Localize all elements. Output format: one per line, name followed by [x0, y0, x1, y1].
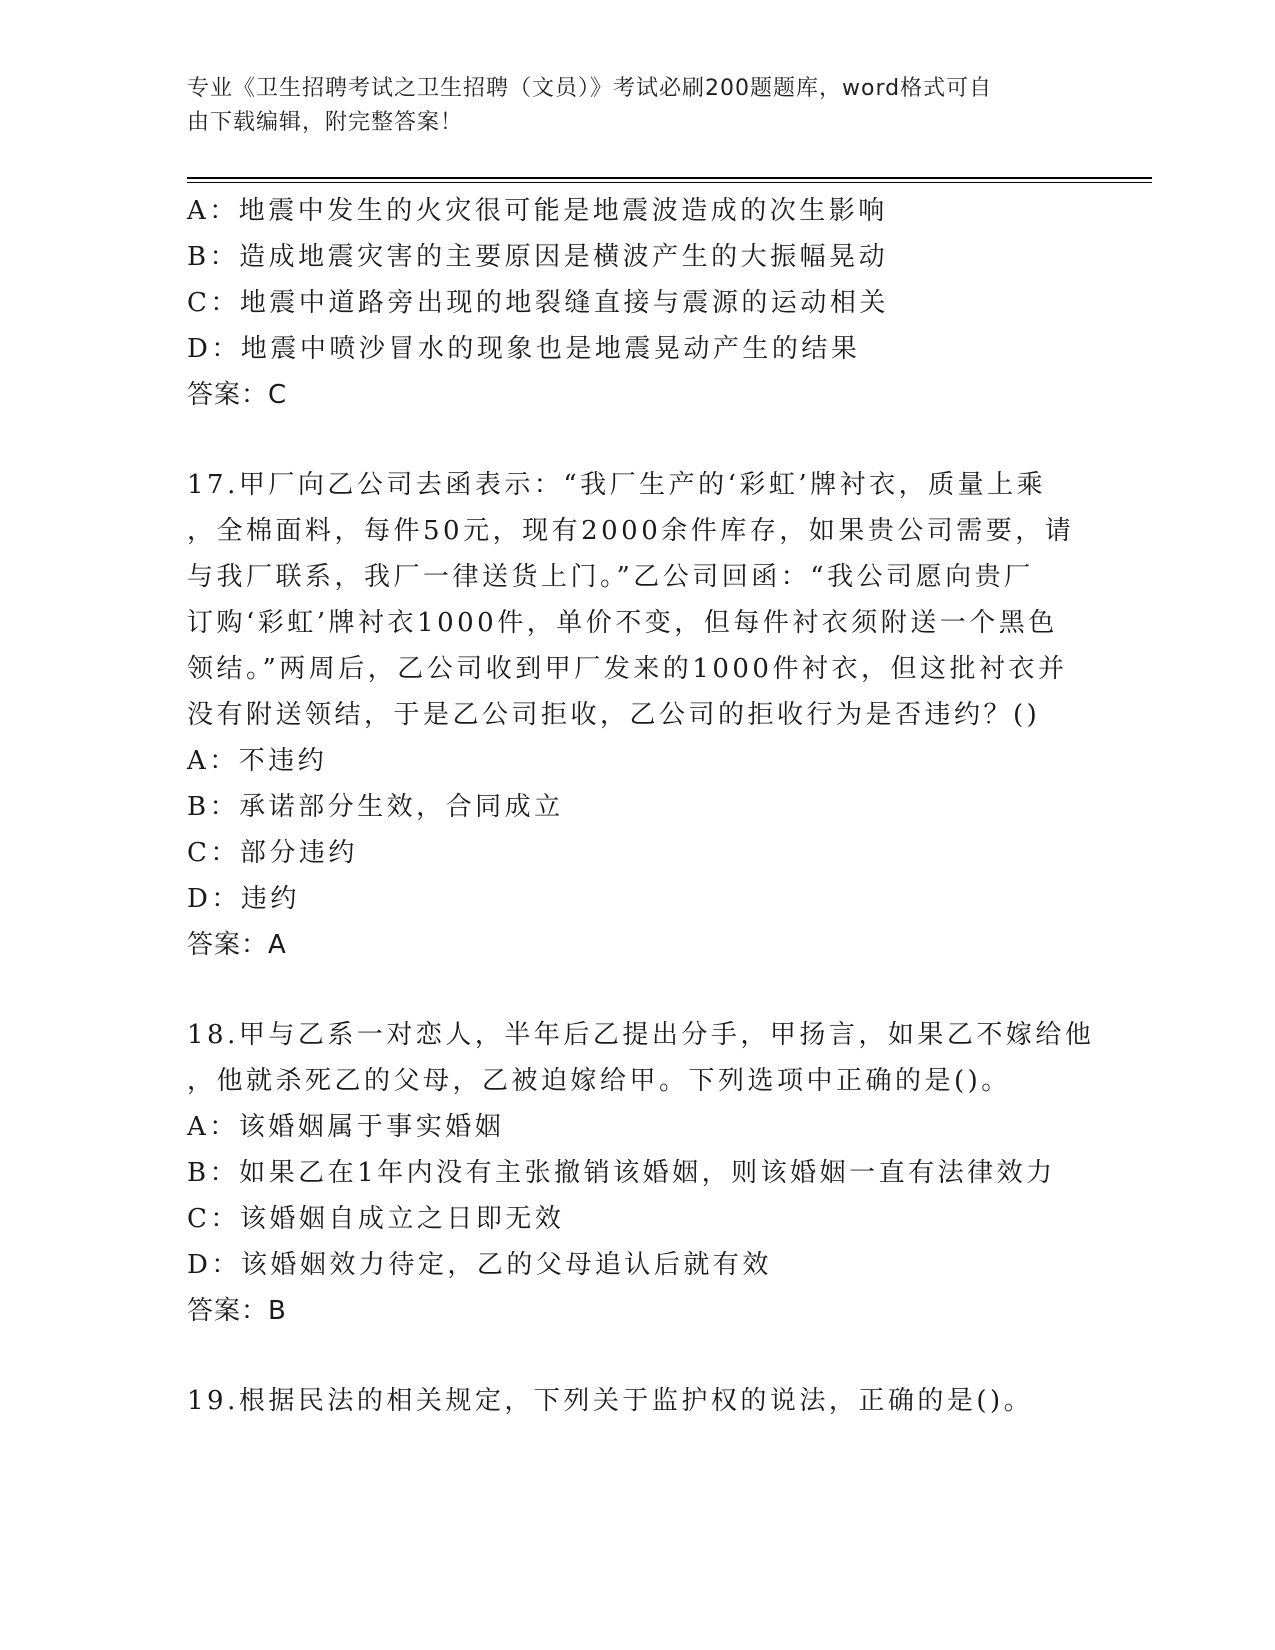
question-stem-line: 没有附送领结，于是乙公司拒收，乙公司的拒收行为是否违约？() [187, 700, 1041, 730]
option-a: A：该婚姻属于事实婚姻 [187, 1112, 505, 1142]
option-d: D：违约 [187, 884, 300, 914]
question-stem-line: ，全棉面料，每件50元，现有2000余件库存，如果贵公司需要，请 [187, 516, 1075, 546]
question-stem-line: 18.甲与乙系一对恋人，半年后乙提出分手，甲扬言，如果乙不嫁给他 [187, 1020, 1095, 1050]
option-d: D：地震中喷沙冒水的现象也是地震晃动产生的结果 [187, 334, 861, 364]
answer-line: 答案：B [187, 1296, 287, 1326]
option-a: A：地震中发生的火灾很可能是地震波造成的次生影响 [187, 196, 888, 226]
header-rule-thick [187, 177, 1152, 179]
option-c: C：部分违约 [187, 838, 358, 868]
question-stem [187, 1378, 1087, 1424]
header-line-2: 由下载编辑，附完整答案！ [187, 110, 464, 135]
spacer [187, 968, 1087, 1012]
header-rule-thin [187, 182, 1152, 183]
question-stem-line: 19.根据民法的相关规定，下列关于监护权的说法，正确的是()。 [187, 1386, 1034, 1416]
spacer [187, 418, 1087, 462]
question-stem-line: 与我厂联系，我厂一律送货上门。”乙公司回函：“我公司愿向贵厂 [187, 562, 1034, 592]
answer-line: 答案：A [187, 930, 287, 960]
option-c: C：地震中道路旁出现的地裂缝直接与震源的运动相关 [187, 288, 889, 318]
question-16-continued [187, 188, 1087, 418]
option-c: C：该婚姻自成立之日即无效 [187, 1204, 565, 1234]
question-content [187, 188, 1095, 1424]
question-stem [187, 462, 1087, 738]
question-stem-line: 17.甲厂向乙公司去函表示：“我厂生产的‘彩虹’牌衬衣，质量上乘 [187, 470, 1047, 500]
question-stem-line: 领结。”两周后，乙公司收到甲厂发来的1000件衬衣，但这批衬衣并 [187, 654, 1068, 684]
option-b: B：如果乙在1年内没有主张撤销该婚姻，则该婚姻一直有法律效力 [187, 1158, 1056, 1188]
answer-line: 答案：C [187, 380, 288, 410]
question-19 [187, 1378, 1087, 1424]
question-18 [187, 1012, 1095, 1334]
option-d: D：该婚姻效力待定，乙的父母追认后就有效 [187, 1250, 772, 1280]
page-header [187, 72, 1067, 140]
option-a: A：不违约 [187, 746, 328, 776]
option-b: B：承诺部分生效，合同成立 [187, 792, 564, 822]
question-stem-line: 订购‘彩虹’牌衬衣1000件，单价不变，但每件衬衣须附送一个黑色 [187, 608, 1058, 638]
spacer [187, 1334, 1087, 1378]
question-stem-line: ，他就杀死乙的父母，乙被迫嫁给甲。下列选项中正确的是()。 [187, 1066, 1011, 1096]
question-stem [187, 1012, 1095, 1104]
question-17 [187, 462, 1087, 968]
option-b: B：造成地震灾害的主要原因是横波产生的大振幅晃动 [187, 242, 889, 272]
header-line-1: 专业《卫生招聘考试之卫生招聘（文员）》考试必刷200题题库，word格式可自 [187, 76, 993, 101]
